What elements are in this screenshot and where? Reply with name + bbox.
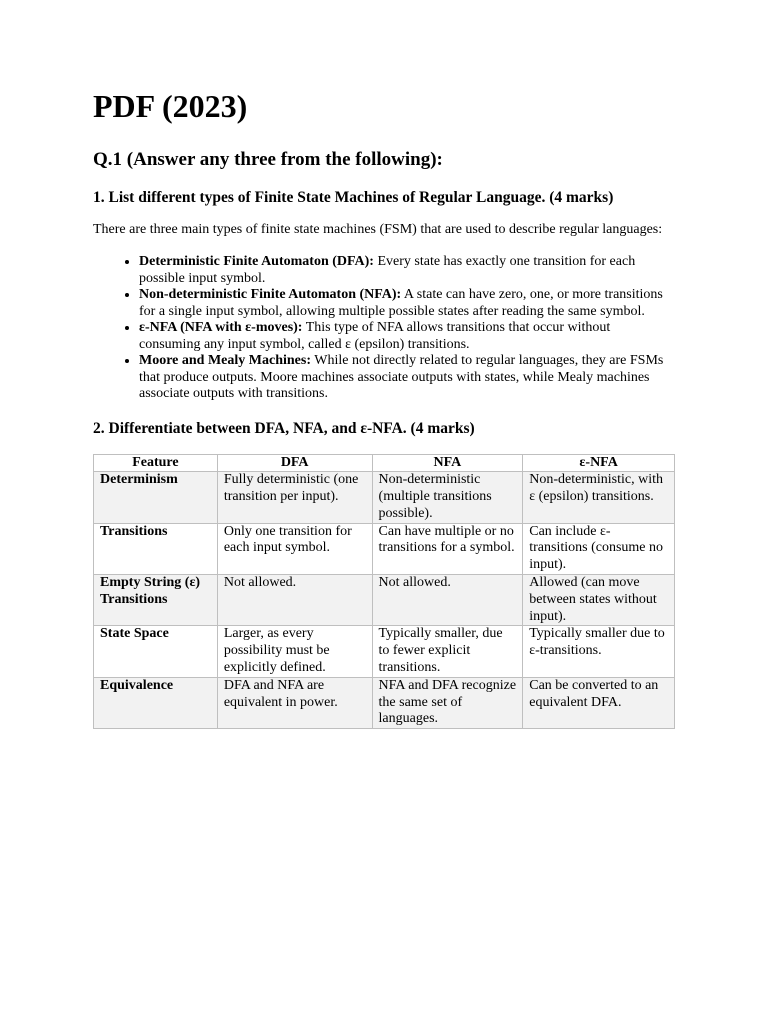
table-cell: Typically smaller, due to fewer explicit transitions.	[372, 626, 523, 677]
table-cell: Only one transition for each input symbol.	[217, 523, 372, 574]
table-row	[94, 626, 675, 677]
table-cell: Typically smaller due to ε-transitions.	[523, 626, 675, 677]
list-item	[139, 353, 675, 403]
table-cell: Allowed (can move between states without input).	[523, 575, 675, 626]
column-header: DFA	[217, 454, 372, 472]
question-heading: Q.1 (Answer any three from the following):	[93, 149, 443, 170]
comparison-table	[93, 454, 675, 730]
table-cell: DFA and NFA are equivalent in power.	[217, 677, 372, 728]
list-item	[139, 320, 675, 353]
section1-heading: 1. List different types of Finite State Machines of Regular Language. (4 marks)	[93, 189, 614, 206]
section2-heading: 2. Differentiate between DFA, NFA, and ε-NFA. (4 marks)	[93, 419, 475, 437]
list-item-term: Deterministic Finite Automaton (DFA):	[139, 254, 374, 269]
table-cell: Can be converted to an equivalent DFA.	[523, 677, 675, 728]
table-row	[94, 575, 675, 626]
list-item-desc: While not directly related to regular languages, they are FSMs that produce outputs. Moore machines associate outputs with states, while Mealy machines associate outputs with transitions.	[139, 353, 664, 401]
list-item-desc: This type of NFA allows transitions that occur without consuming any input symbol, called ε (epsilon) transitions.	[139, 320, 611, 352]
table-row	[94, 472, 675, 523]
table-cell: Equivalence	[94, 677, 218, 728]
list-item	[139, 287, 675, 320]
list-item-term: ε-NFA (NFA with ε-moves):	[139, 320, 303, 335]
table-cell: Larger, as every possibility must be explicitly defined.	[217, 626, 372, 677]
document-title: PDF (2023)	[93, 88, 248, 124]
list-item-desc: A state can have zero, one, or more transitions for a single input symbol, allowing multiple possible states after reading the same symbol.	[139, 287, 663, 319]
list-item-term: Non-deterministic Finite Automaton (NFA):	[139, 287, 402, 302]
table-cell: Determinism	[94, 472, 218, 523]
table-cell: Transitions	[94, 523, 218, 574]
table-cell: Can include ε-transitions (consume no input).	[523, 523, 675, 574]
table-cell: Non-deterministic, with ε (epsilon) transitions.	[523, 472, 675, 523]
table-cell: Non-deterministic (multiple transitions possible).	[372, 472, 523, 523]
column-header: Feature	[94, 454, 218, 472]
table-header-row	[94, 454, 675, 472]
table-cell: Not allowed.	[372, 575, 523, 626]
table-cell: NFA and DFA recognize the same set of languages.	[372, 677, 523, 728]
table-row	[94, 677, 675, 728]
table-cell: State Space	[94, 626, 218, 677]
table-row	[94, 523, 675, 574]
list-item-desc: Every state has exactly one transition for each possible input symbol.	[139, 254, 636, 286]
table-cell: Not allowed.	[217, 575, 372, 626]
column-header: ε-NFA	[523, 454, 675, 472]
column-header: NFA	[372, 454, 523, 472]
table-cell: Can have multiple or no transitions for a symbol.	[372, 523, 523, 574]
section1-intro: There are three main types of finite state machines (FSM) that are used to describe regular languages:	[93, 222, 663, 237]
list-item-term: Moore and Mealy Machines:	[139, 353, 311, 368]
list-item	[139, 254, 675, 287]
table-cell: Empty String (ε) Transitions	[94, 575, 218, 626]
table-cell: Fully deterministic (one transition per input).	[217, 472, 372, 523]
fsm-type-list	[93, 254, 675, 403]
